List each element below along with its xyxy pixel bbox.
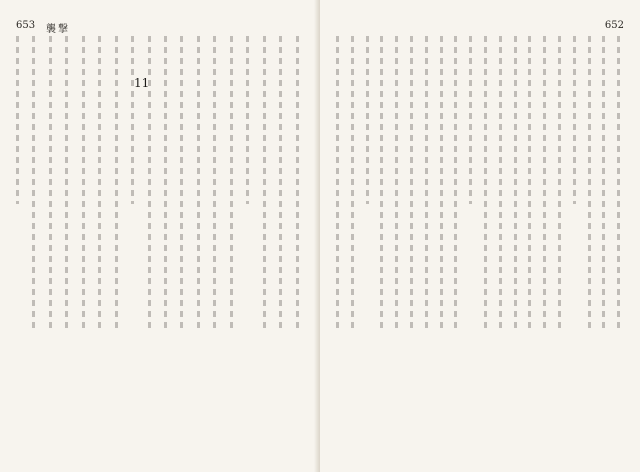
- text-column: [332, 36, 345, 456]
- chapter-number: 11: [134, 76, 150, 90]
- text-column: [436, 36, 449, 456]
- text-column: [598, 36, 611, 456]
- right-folio: 652: [604, 20, 624, 31]
- text-column: [209, 36, 222, 456]
- text-column: [292, 36, 305, 456]
- text-column: [259, 36, 272, 456]
- text-column: [539, 36, 552, 456]
- text-column: [524, 36, 537, 456]
- text-column: [78, 36, 91, 456]
- text-column: [242, 36, 255, 456]
- left-text-columns: [12, 36, 308, 456]
- text-column: [391, 36, 404, 456]
- text-column: [127, 36, 140, 456]
- text-column: [495, 36, 508, 456]
- text-column: [554, 36, 567, 456]
- text-column: [61, 36, 74, 456]
- left-running-head: 襲撃: [46, 24, 70, 35]
- text-column: [193, 36, 206, 456]
- text-column: [510, 36, 523, 456]
- text-column: [144, 36, 157, 456]
- text-column: [406, 36, 419, 456]
- text-column: [275, 36, 288, 456]
- text-column: [160, 36, 173, 456]
- text-column: [450, 36, 463, 456]
- right-text-columns: [332, 36, 628, 456]
- text-column: [584, 36, 597, 456]
- text-column: [111, 36, 124, 456]
- text-column: [176, 36, 189, 456]
- text-column: [362, 36, 375, 456]
- text-column: [421, 36, 434, 456]
- text-column: [347, 36, 360, 456]
- text-column: [480, 36, 493, 456]
- text-column: [94, 36, 107, 456]
- text-column: [28, 36, 41, 456]
- text-column: [569, 36, 582, 456]
- right-page: [320, 0, 640, 472]
- left-folio: 653: [16, 20, 36, 31]
- text-column: [465, 36, 478, 456]
- text-column: [376, 36, 389, 456]
- text-column: [226, 36, 239, 456]
- text-column: [12, 36, 25, 456]
- text-column: [45, 36, 58, 456]
- text-column: [613, 36, 626, 456]
